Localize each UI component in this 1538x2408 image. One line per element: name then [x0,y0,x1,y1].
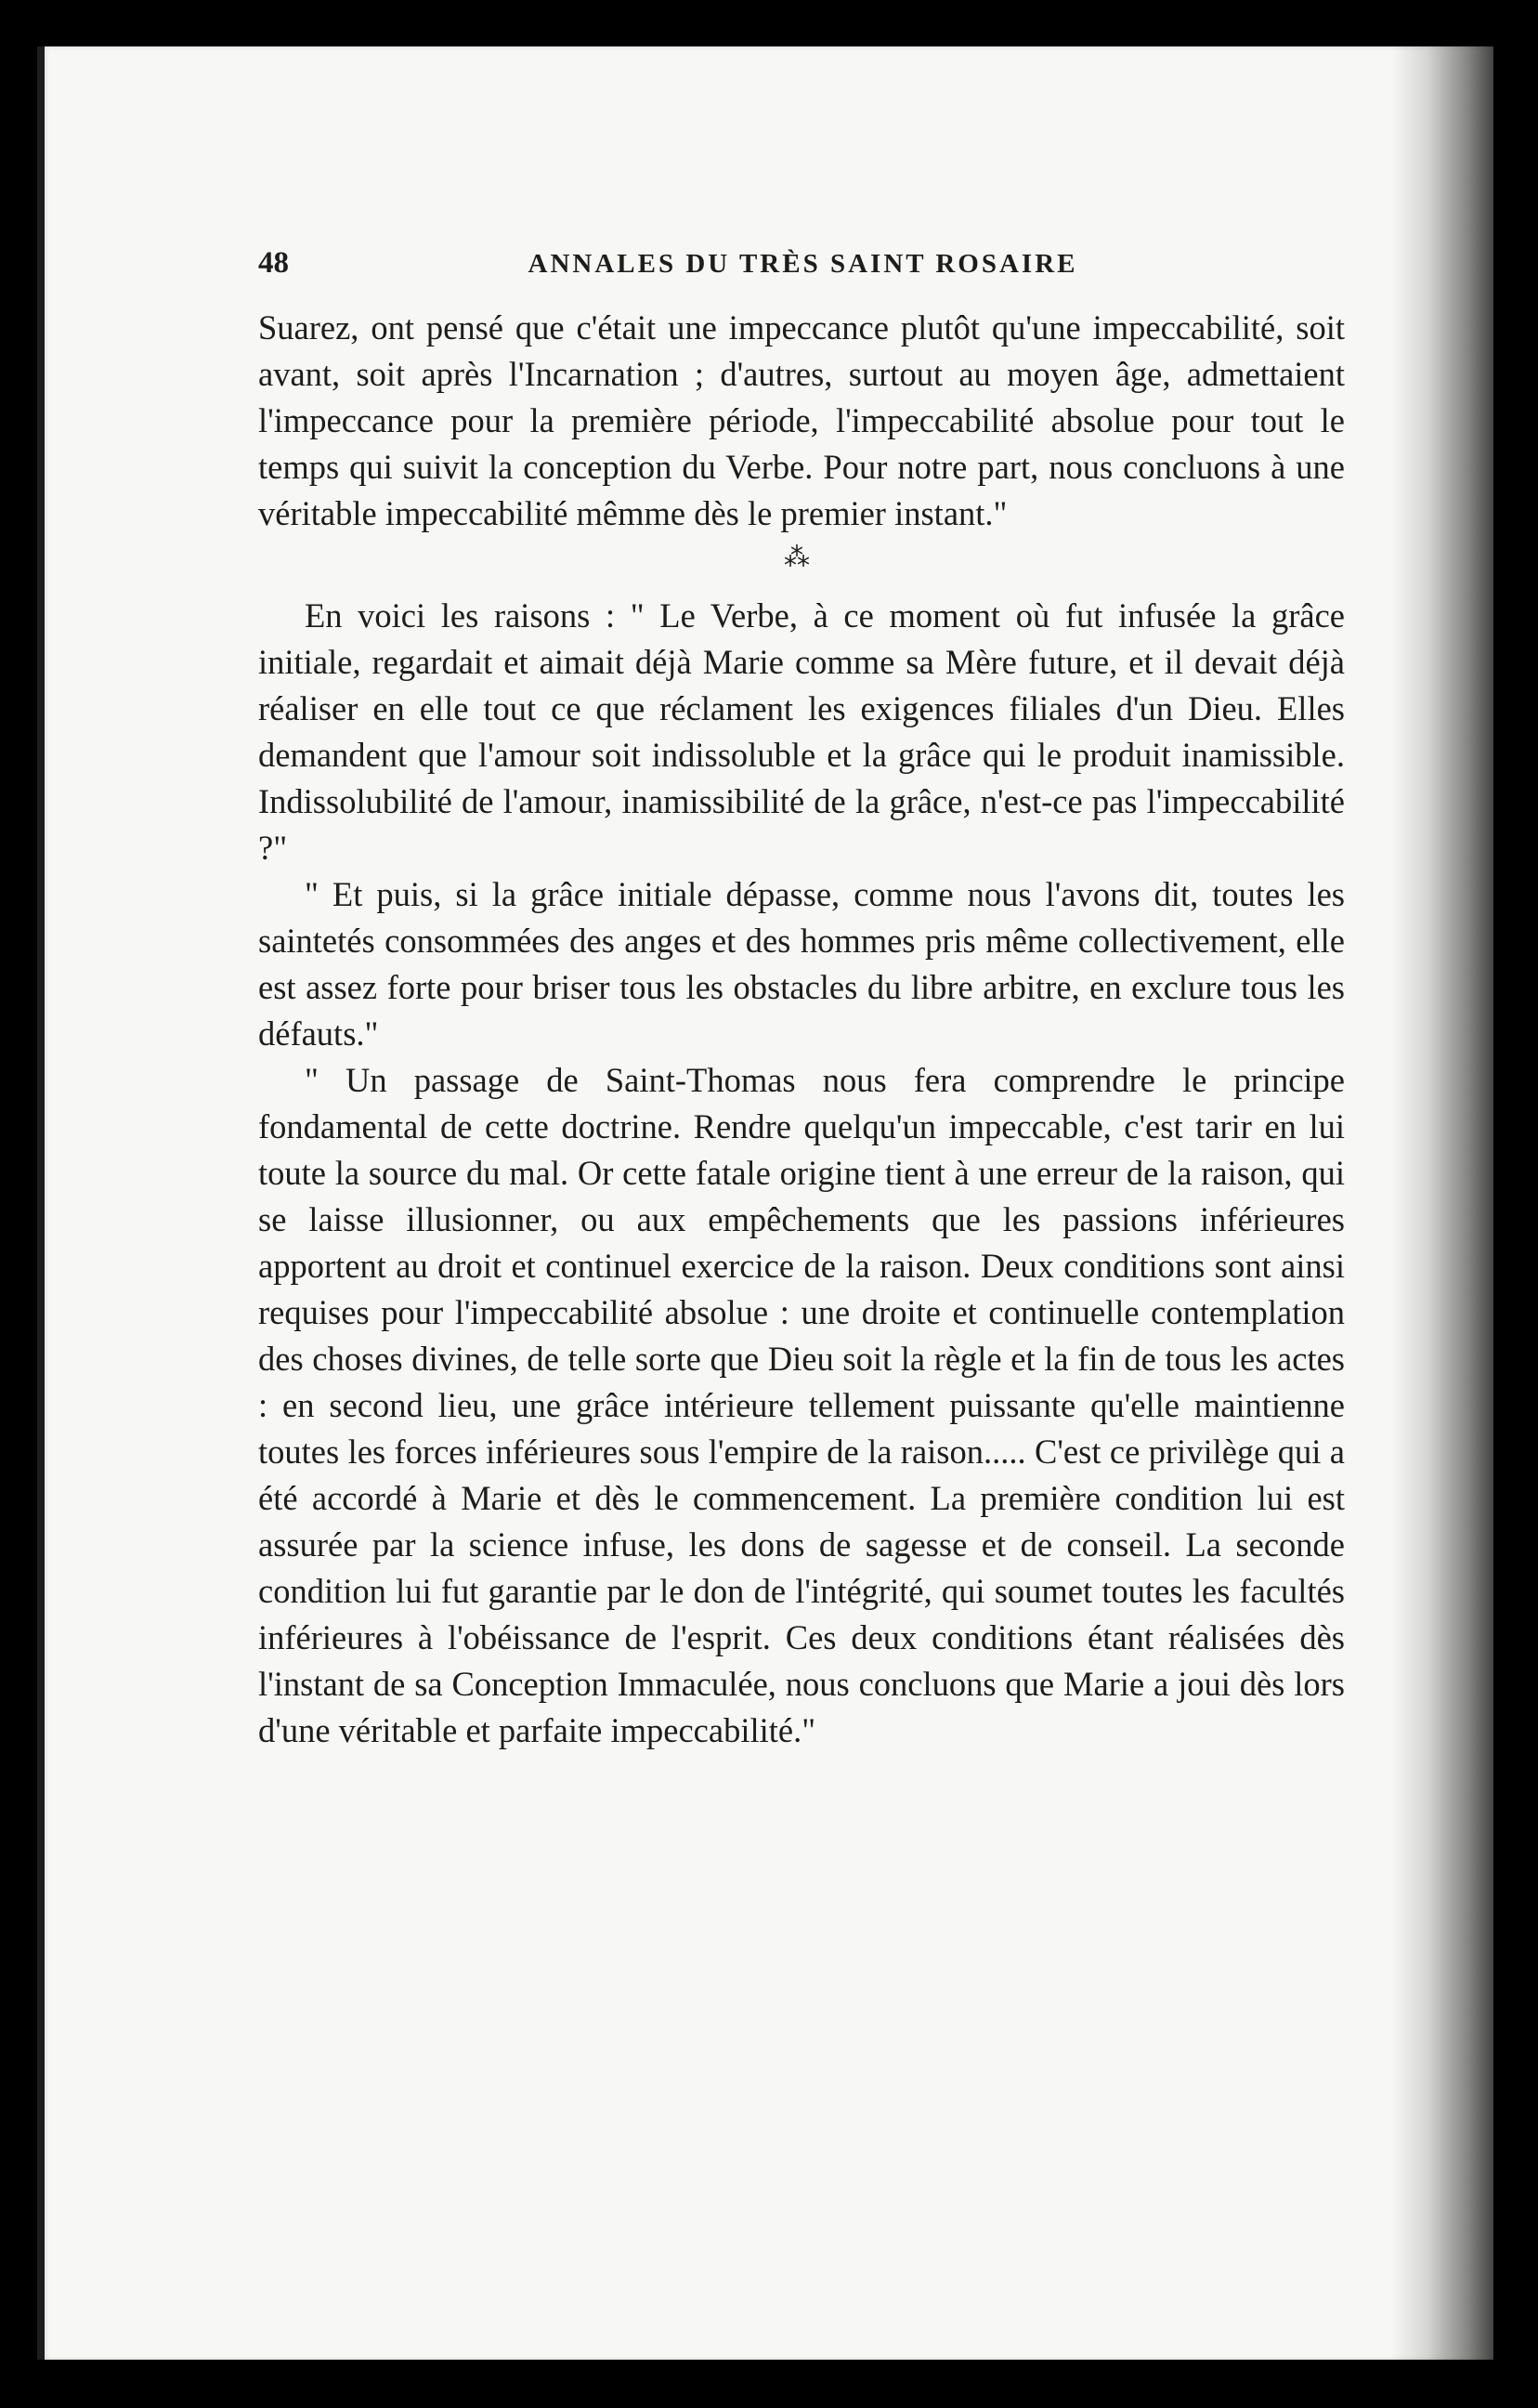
asterism-glyph: ⁂ [784,543,810,572]
section-break-asterism [249,544,1345,572]
page-number: 48 [258,246,289,280]
running-title: ANNALES DU TRÈS SAINT ROSAIRE [528,249,1078,279]
page-gutter-shadow [1391,46,1493,2360]
running-head [258,246,1345,281]
scan-left-edge [37,46,45,2360]
paragraph-raisons: En voici les raisons : " Le Verbe, à ce moment où fut infusée la grâce initiale, regardait et aimait déjà Marie comme sa Mère future, et il devait déjà réaliser en elle tout ce que réclament les exigences filiales d'un Dieu. Elles demandent que l'amour soit indissoluble et la grâce qui le produit inamissible. Indissolubilité de l'amour, inamissibilité de la grâce, n'est-ce pas l'impeccabilité ?" [258,596,1345,867]
page-text-block [249,246,1345,1754]
paragraph-continuation: Suarez, ont pensé que c'était une impeccance plutôt qu'une impeccabilité, soit avant, soit après l'Incarnation ; d'autres, surtout au moyen âge, admettaient l'impeccance pour la première période, l'impeccabilité absolue pour tout le temps qui suivit la conception du Verbe. Pour notre part, nous concluons à une véritable impeccabilité mêmme dès le premier instant." [258,308,1345,532]
book-page [45,46,1493,2360]
paragraph-grace-initiale: " Et puis, si la grâce initiale dépasse, comme nous l'avons dit, toutes les saintetés consommées des anges et des hommes pris même collectivement, elle est assez forte pour briser tous les obstacles du libre arbitre, en exclure tous les défauts." [258,875,1345,1053]
paragraph-saint-thomas: " Un passage de Saint-Thomas nous fera comprendre le principe fondamental de cette doctrine. Rendre quelqu'un impeccable, c'est tarir en lui toute la source du mal. Or cette fatale origine tient à une erreur de la raison, qui se laisse illusionner, ou aux empêchements que les passions inférieures apportent au droit et continuel exercice de la raison. Deux conditions sont ainsi requises pour l'impeccabilité absolue : une droite et continuelle contemplation des choses divines, de telle sorte que Dieu soit la règle et la fin de tous les actes : en second lieu, une grâce intérieure tellement puissante qu'elle maintienne toutes les forces inférieures sous l'empire de la raison..... C'est ce privilège qui a été accordé à Marie et dès le commencement. La première condition lui est assurée par la science infuse, les dons de sagesse et de conseil. La seconde condition lui fut garantie par le don de l'intégrité, qui soumet toutes les facultés inférieures à l'obéissance de l'esprit. Ces deux conditions étant réalisées dès l'instant de sa Conception Immaculée, nous concluons que Marie a joui dès lors d'une véritable et parfaite impeccabilité." [258,1061,1345,1749]
